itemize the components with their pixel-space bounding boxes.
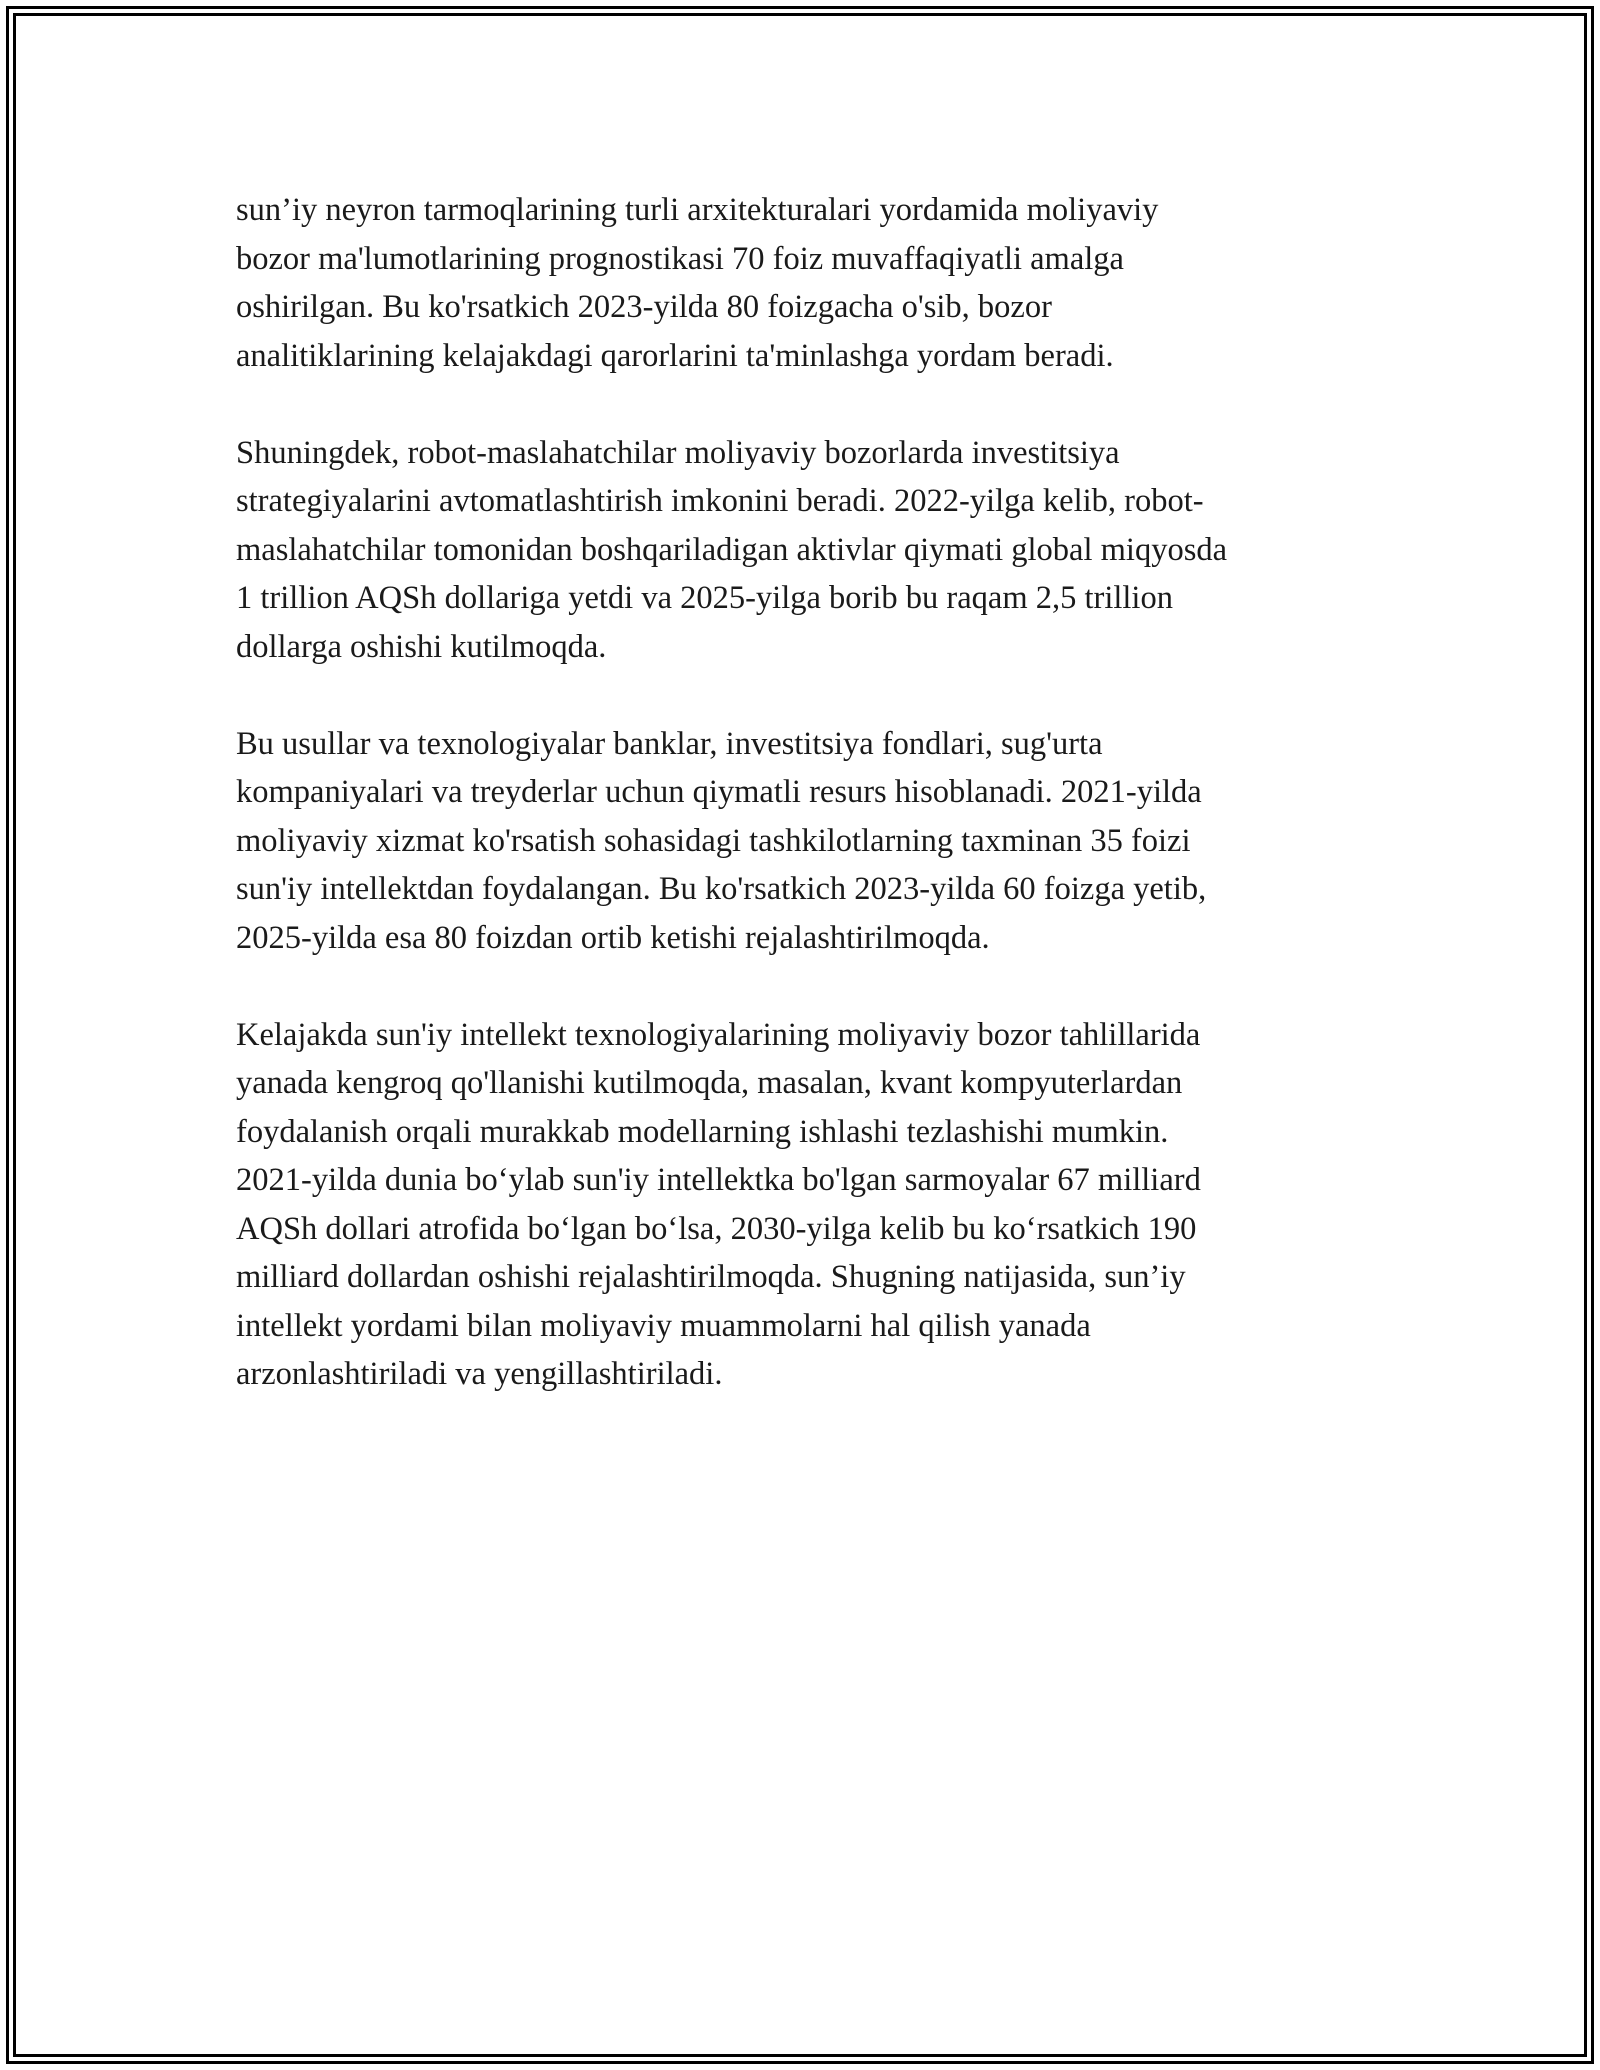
- text-line: strategiyalarini avtomatlashtirish imkonini beradi. 2022-yilga kelib, robot-: [236, 483, 1204, 519]
- text-line: 2025-yilda esa 80 foizdan ortib ketishi rejalashtirilmoqda.: [236, 919, 990, 956]
- text-line: arzonlashtiriladi va yengillashtiriladi.: [236, 1356, 723, 1392]
- text-line: bozor ma'lumotlarining prognostikasi 70 foiz muvaffaqiyatli amalga: [236, 240, 1124, 277]
- text-line: 2021-yilda dunia bo‘ylab sun'iy intellektka bo'lgan sarmoyalar 67 milliard: [236, 1162, 1201, 1198]
- text-line: milliard dollardan oshishi rejalashtirilmoqda. Shugning natijasida, sun’iy: [236, 1259, 1186, 1295]
- text-line: moliyaviy xizmat ko'rsatish sohasidagi tashkilotlarning taxminan 35 foizi: [236, 822, 1191, 859]
- text-line: maslahatchilar tomonidan boshqariladigan aktivlar qiymati global miqyosda: [236, 531, 1228, 568]
- text-line: Kelajakda sun'iy intellekt texnologiyalarining moliyaviy bozor tahlillarida: [236, 1016, 1201, 1053]
- document-body: [236, 186, 1366, 1447]
- text-line: sun'iy intellektdan foydalangan. Bu ko'rsatkich 2023-yilda 60 foizga yetib,: [236, 871, 1207, 907]
- text-line: AQSh dollari atrofida bo‘lgan bo‘lsa, 2030-yilga kelib bu ko‘rsatkich 190: [236, 1210, 1197, 1247]
- text-line: intellekt yordami bilan moliyaviy muammolarni hal qilish yanada: [236, 1307, 1091, 1344]
- paragraph-1: [236, 186, 1366, 380]
- text-line: yanada kengroq qo'llanishi kutilmoqda, masalan, kvant kompyuterlardan: [236, 1065, 1183, 1101]
- text-line: Shuningdek, robot-maslahatchilar moliyaviy bozorlarda investitsiya: [236, 434, 1120, 471]
- paragraph-3: [236, 720, 1366, 963]
- text-line: kompaniyalari va treyderlar uchun qiymatli resurs hisoblanadi. 2021-yilda: [236, 774, 1202, 810]
- text-line: analitiklarining kelajakdagi qarorlarini ta'minlashga yordam beradi.: [236, 337, 1114, 374]
- text-line: oshirilgan. Bu ko'rsatkich 2023-yilda 80 foizgacha o'sib, bozor: [236, 289, 1052, 325]
- paragraph-2: [236, 429, 1366, 672]
- text-line: Bu usullar va texnologiyalar banklar, investitsiya fondlari, sug'urta: [236, 725, 1103, 762]
- paragraph-4: [236, 1011, 1366, 1399]
- text-line: sun’iy neyron tarmoqlarining turli arxitekturalari yordamida moliyaviy: [236, 192, 1159, 228]
- text-line: dollarga oshishi kutilmoqda.: [236, 628, 607, 665]
- text-line: 1 trillion AQSh dollariga yetdi va 2025-yilga borib bu raqam 2,5 trillion: [236, 580, 1173, 616]
- text-line: foydalanish orqali murakkab modellarning ishlashi tezlashishi mumkin.: [236, 1113, 1169, 1150]
